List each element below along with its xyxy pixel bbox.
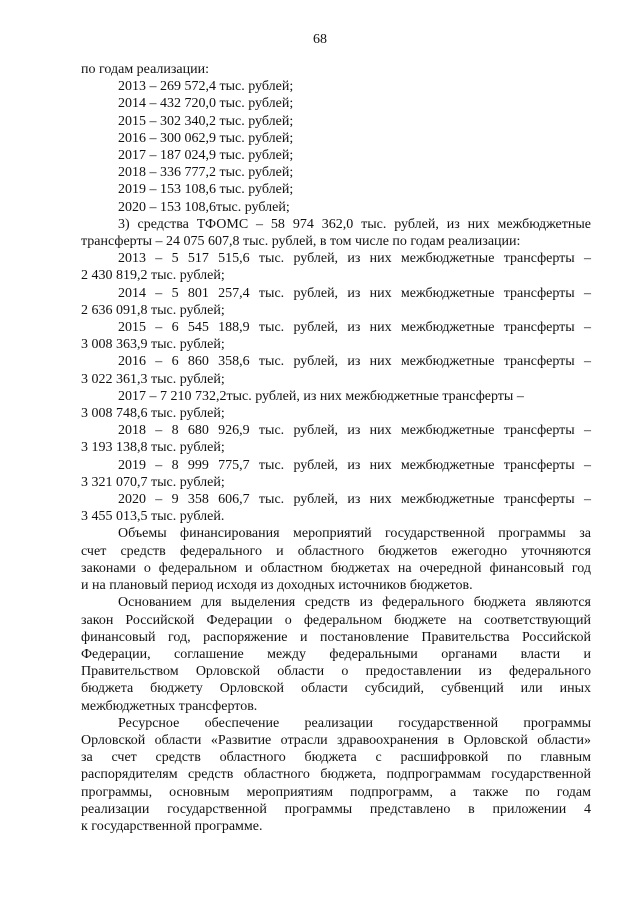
text-line: Правительством Орловской области о предоставлении из федерального [81, 664, 591, 680]
text-line: 2014 – 5 801 257,4 тыс. рублей, из них межбюджетные трансферты – [118, 285, 591, 301]
text-line: законами о федеральном и областном бюджетах на очередной финансовый год [81, 560, 591, 576]
page-body [81, 61, 591, 835]
text-line: счет средств федерального и областного бюджетов ежегодно уточняются [81, 543, 591, 559]
text-line: 3 008 363,9 тыс. рублей; [81, 337, 225, 353]
page-number: 68 [313, 32, 327, 47]
text-line: и на плановый период исходя из доходных источников бюджетов. [81, 578, 473, 594]
paragraph-resource-provision [81, 715, 591, 835]
text-line: реализации государственной программы представлено в приложении 4 [81, 801, 591, 817]
year-line: 2019 – 153 108,6 тыс. рублей; [118, 182, 294, 198]
year-line: 2014 – 432 720,0 тыс. рублей; [118, 96, 294, 112]
text-line: закон Российской Федерации о федеральном бюджете на соответствующий [81, 612, 591, 628]
text-line: Федерации, соглашение между федеральными органами власти и [81, 646, 591, 662]
year-line: 2016 – 300 062,9 тыс. рублей; [118, 130, 294, 146]
text-line: 3 193 138,8 тыс. рублей; [81, 440, 225, 456]
text-line: 3 455 013,5 тыс. рублей. [81, 509, 225, 525]
paragraph-federal-basis [81, 594, 591, 714]
text-line: 2013 – 5 517 515,6 тыс. рублей, из них межбюджетные трансферты – [118, 251, 591, 267]
text-line: Объемы финансирования мероприятий государственной программы за [118, 526, 591, 542]
text-line: 3) средства ТФОМС – 58 974 362,0 тыс. рублей, из них межбюджетные [118, 216, 591, 232]
text-line: Ресурсное обеспечение реализации государственной программы [118, 715, 591, 731]
text-line: 2 636 091,8 тыс. рублей; [81, 302, 225, 318]
text-line: распорядителям средств областного бюджета, подпрограммам государственной [81, 767, 591, 783]
year-line: 2013 – 269 572,4 тыс. рублей; [118, 79, 294, 95]
text-line: 3 008 748,6 тыс. рублей; [81, 406, 225, 422]
text-line: межбюджетных трансфертов. [81, 698, 258, 714]
text-line: Орловской области «Развитие отрасли здравоохранения в Орловской области» [81, 732, 591, 748]
text-line: 2 430 819,2 тыс. рублей; [81, 268, 225, 284]
text-line: 2016 – 6 860 358,6 тыс. рублей, из них межбюджетные трансферты – [118, 354, 591, 370]
text-line: финансовый год, распоряжение и постановление Правительства Российской [81, 629, 591, 645]
text-line: 2019 – 8 999 775,7 тыс. рублей, из них межбюджетные трансферты – [118, 457, 591, 473]
text-line: 2017 – 7 210 732,2тыс. рублей, из них межбюджетные трансферты – [118, 388, 524, 404]
text-line: Основанием для выделения средств из федерального бюджета являются [118, 595, 591, 611]
text-line: 3 321 070,7 тыс. рублей; [81, 474, 225, 490]
text-line: трансферты – 24 075 607,8 тыс. рублей, в том числе по годам реализации: [81, 234, 521, 250]
text-line: 2020 – 9 358 606,7 тыс. рублей, из них межбюджетные трансферты – [118, 492, 591, 508]
text-line: по годам реализации: [81, 62, 209, 77]
paragraph-funding-volume [81, 525, 591, 594]
year-line: 2017 – 187 024,9 тыс. рублей; [118, 148, 294, 164]
text-line: 2018 – 8 680 926,9 тыс. рублей, из них межбюджетные трансферты – [118, 423, 591, 439]
year-line: 2015 – 302 340,2 тыс. рублей; [118, 113, 294, 129]
year-line: 2018 – 336 777,2 тыс. рублей; [118, 165, 294, 181]
text-line: программы, основным мероприятиям подпрограмм, а также по годам [81, 784, 591, 800]
text-line: бюджета бюджету Орловской области субсидий, субвенций или иных [81, 681, 591, 697]
year-line: 2020 – 153 108,6тыс. рублей; [118, 199, 290, 215]
text-line: за счет средств областного бюджета с расшифровкой по главным [81, 750, 591, 766]
text-line: 2015 – 6 545 188,9 тыс. рублей, из них межбюджетные трансферты – [118, 320, 591, 336]
text-line: к государственной программе. [81, 818, 263, 834]
text-line: 3 022 361,3 тыс. рублей; [81, 371, 225, 387]
